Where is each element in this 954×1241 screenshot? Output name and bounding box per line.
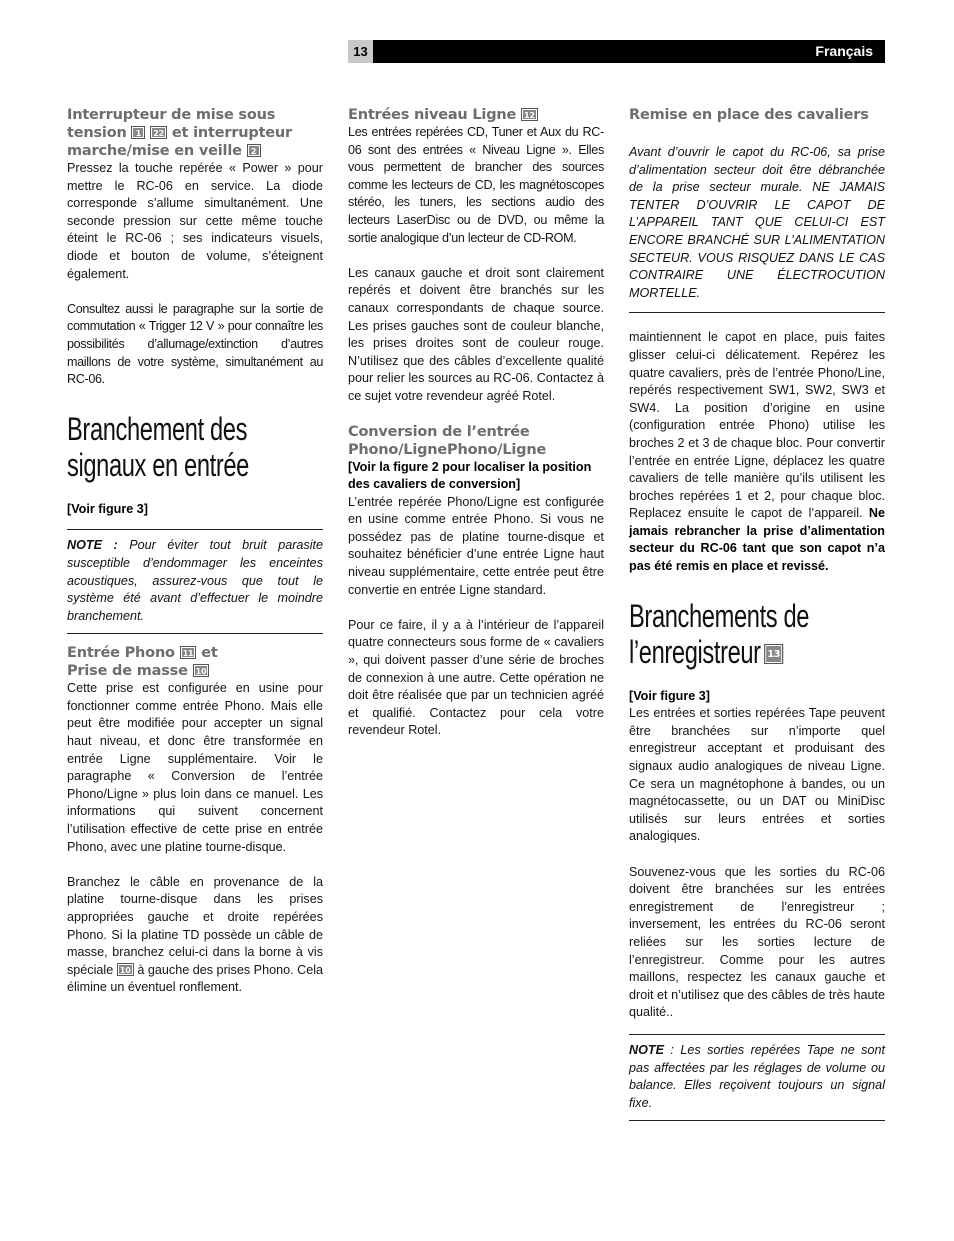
number-1-icon: 1 (131, 126, 145, 139)
conversion-heading: Conversion de l’entrée Phono/LignePhono/Ligne (348, 423, 547, 458)
number-10-icon: 10 (193, 664, 210, 677)
jumper-bold-warning: Ne jamais rebrancher la prise d’alimentation secteur du RC-06 tant que son capot n’a pas été remis en place et revissé. (629, 506, 885, 574)
page-header (348, 40, 885, 63)
power-paragraph-2: Consultez aussi le paragraphe sur la sortie de commutation « Trigger 12 V » pour connaître les possibilités d’allumage/extinction d’autres maillons de votre système, simultanément au RC-06. (67, 301, 323, 387)
section-title-recorder: Branchements de l’enregistreur 13 (629, 597, 810, 670)
number-22-icon: 22 (150, 126, 167, 139)
jumper-paragraph: maintiennent le capot en place, puis faites glisser celui-ci délicatement. Repérez les quatre cavaliers, près de l’entrée Phono/Line, repérés respectivement SW1, SW2, SW3 et SW4. La position d’origine en usine (configuration entrée Phono) utilise les broches 2 et 3 de chaque bloc. Pour convertir l’entrée en entrée Ligne, déplacez les quatre cavaliers de telle manière qu’ils utilisent les broches repérées 1 et 2, pour chaque bloc. Replacez ensuite le capot de l’appareil. Ne jamais rebrancher la prise d’alimentation secteur du RC-06 tant que son capot n’a pas été remis en place et revissé. (629, 330, 885, 574)
number-11-icon: 11 (180, 646, 197, 659)
conversion-paragraph-2: Pour ce faire, il y a à l’intérieur de l’appareil quatre connecteurs sous forme de « cavaliers », qui doivent passer d’une série de broches de connexion à une autre. Cette opération ne doit être réalisée que par un technicien agréé et qualifié. Contactez pour cela votre revendeur Rotel. (348, 617, 604, 738)
line-input-heading: Entrées niveau Ligne 12 (348, 106, 604, 124)
number-13-icon: 13 (764, 644, 783, 664)
line-paragraph-1: Les entrées repérées CD, Tuner et Aux du RC-06 sont des entrées « Niveau Ligne ». Elles vous permettent de brancher des sources comme les lecteurs de CD, les magnétoscopes stéréo, les tuners, les sections audio des lecteurs LaserDisc ou de DVD, ou même la sortie analogique d’un lecteur de CD-ROM. (348, 125, 604, 245)
recorder-paragraph-2: Souvenez-vous que les sorties du RC-06 doivent être branchées sur les entrées enregistrement de l’enregistreur ; inversement, les entrées du RC-06 seront reliées sur les sorties lecture de l’enregistreur. Comme pour les autres maillons, respectez les canaux gauche et droit et n’utilisez que des câbles de très haute qualité.. (629, 864, 885, 1020)
note-box (67, 529, 323, 634)
recorder-note-label: NOTE (629, 1042, 664, 1057)
phono-input-heading: Entrée Phono 11 et Prise de masse 10 (67, 645, 218, 680)
language-label: Français (373, 40, 885, 63)
phono-paragraph-1: Cette prise est configurée en usine pour fonctionner comme entrée Phono. Mais elle peut être modifiée pour accepter un signal haut niveau, et donc être transformée en entrée Ligne supplémentaire. Voir le paragraphe « Conversion de l’entrée Phono/Ligne » plus loin dans ce manuel. Les informations qui suivent concernent l’utilisation effective de cette prise en entrée Phono, avec une platine tourne-disque. (67, 681, 323, 854)
jumper-heading: Remise en place des cavaliers (629, 107, 869, 123)
section-title-input: Branchement des signaux en entrée (67, 410, 249, 483)
line-paragraph-2: Les canaux gauche et droit sont clairement repérés et doivent être branchés sur les canaux correspondants de chaque source. Les prises gauches sont de couleur blanche, les prises droites sont de couleur rouge. N’utilisez que des câbles d’excellente qualité pour relier les sources au RC-06. Contactez à ce sujet votre revendeur agréé Rotel. (348, 265, 604, 403)
recorder-note-box (629, 1034, 885, 1121)
number-10-icon: 10 (117, 963, 134, 976)
recorder-note-text: : Les sorties repérées Tape ne sont pas affectées par les réglages de volume ou balance. Elles reçoivent toujours un signal fixe. (629, 1042, 885, 1110)
power-switch-heading: Interrupteur de mise sous tension 1 22 et interrupteur marche/mise en veille 2 (67, 107, 293, 159)
conversion-paragraph-1: L’entrée repérée Phono/Ligne est configurée en usine comme entrée Phono. Si vous ne possédez pas de platine tourne-disque et souhaitez bénéficier d’une entrée Ligne haut niveau supplémentaire, cette entrée peut être convertie en entrée Ligne standard. (348, 494, 604, 597)
phono-paragraph-2: Branchez le câble en provenance de la platine tourne-disque dans les prises appropriées gauche et droite repérées Phono. Si la platine TD possède un câble de masse, branchez celui-ci dans la borne à vis spéciale 10 à gauche des prises Phono. Cela élimine un éventuel ronflement. (67, 874, 323, 995)
recorder-paragraph-1: Les entrées et sorties repérées Tape peuvent être branchées sur n’importe quel enregistreur acceptant et produisant des signaux audio analogiques de niveau Ligne. Ce sera un magnétophone à bandes, ou un magnétocassette, ou un DAT ou MiniDisc utilisés sur leurs entrées et sorties analogiques. (629, 706, 885, 844)
column-1 (67, 106, 323, 997)
note-text: Pour éviter tout bruit parasite susceptible d’endommager les enceintes acoustiques, assurez-vous que tout le système été avant d’effectuer le moindre branchement. (67, 538, 323, 623)
number-12-icon: 12 (521, 108, 538, 121)
recorder-figure-reference: [Voir figure 3] (629, 688, 710, 703)
conversion-reference: [Voir la figure 2 pour localiser la position des cavaliers de conversion] (348, 459, 592, 492)
safety-warning: Avant d’ouvrir le capot du RC-06, sa prise d’alimentation secteur doit être débranchée de la prise secteur murale. NE JAMAIS TENTER D’OUVRIR LE CAPOT DE L’APPAREIL TANT QUE CELUI-CI EST ENCORE BRANCHÉ SUR L’ALIMENTATION SECTEUR. VOUS RISQUEZ DANS LE CAS CONTRAIRE UNE ÉLECTROCUTION MORTELLE. (629, 144, 885, 313)
number-2-icon: 2 (247, 144, 261, 157)
column-2 (348, 106, 604, 740)
page-number: 13 (348, 40, 373, 63)
power-paragraph-1: Pressez la touche repérée « Power » pour mettre le RC-06 en service. La diode corresponde s’allume simultanément. Une seconde pression sur cette même touche éteint le RC-06 ; ses indicateurs visuels, diode et bouton de volume, s’éteignent également. (67, 161, 323, 281)
column-3 (629, 106, 885, 1121)
figure-reference: [Voir figure 3] (67, 501, 148, 516)
note-label: NOTE : (67, 538, 118, 553)
